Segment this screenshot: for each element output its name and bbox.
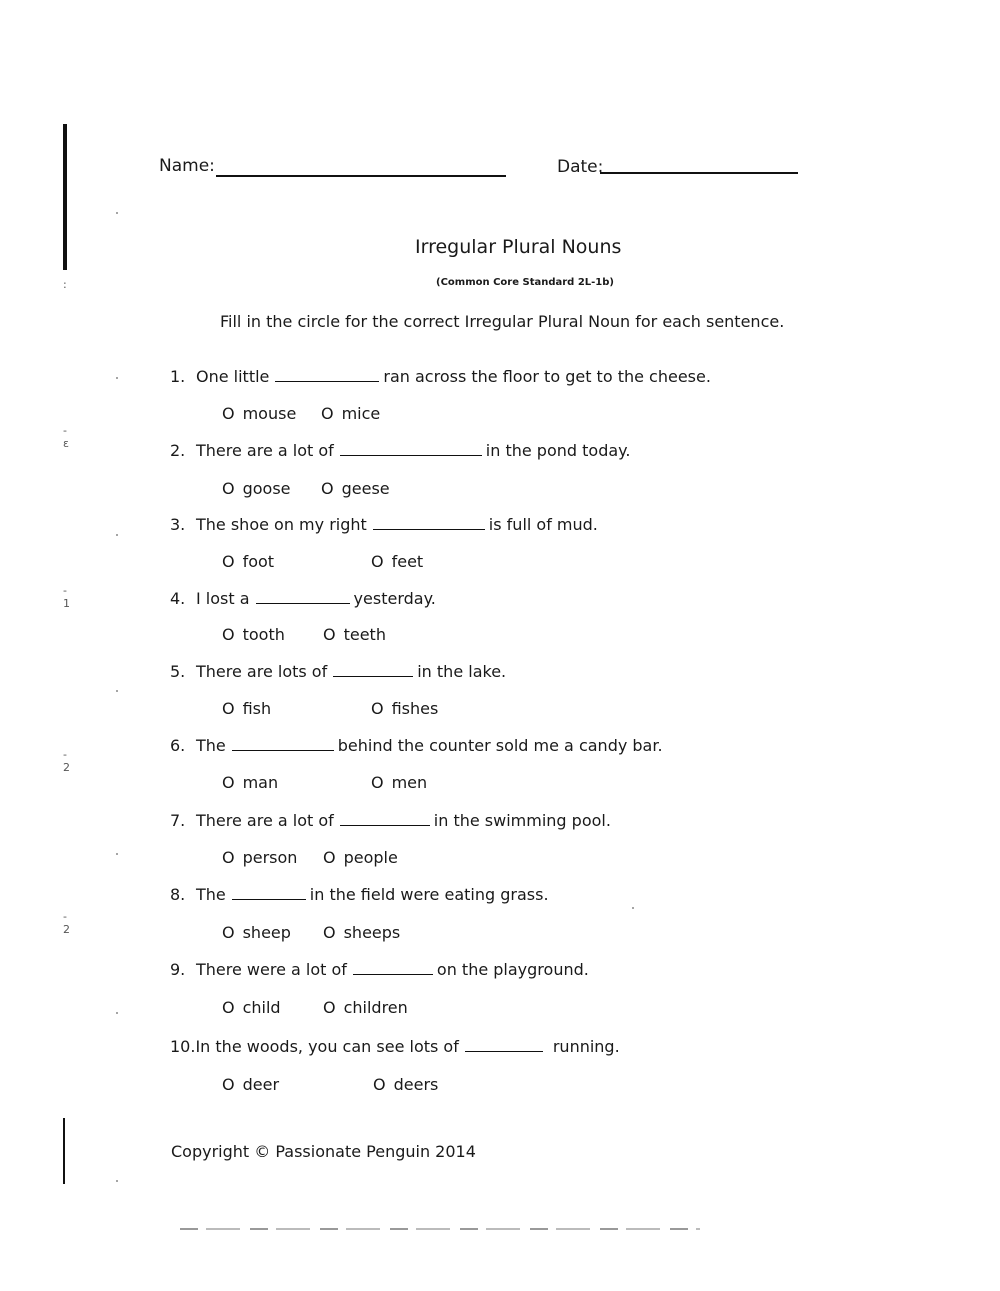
question-item bbox=[170, 736, 663, 755]
option-label: mouse bbox=[242, 404, 297, 423]
scan-mark: - 2 bbox=[63, 748, 70, 774]
instructions: Fill in the circle for the correct Irregular Plural Noun for each sentence. bbox=[220, 312, 785, 331]
circle-icon[interactable]: O bbox=[222, 1075, 235, 1094]
scan-dot bbox=[116, 1180, 118, 1182]
circle-icon[interactable]: O bbox=[371, 552, 384, 571]
worksheet-subtitle: (Common Core Standard 2L-1b) bbox=[436, 277, 614, 288]
scan-dot bbox=[116, 377, 118, 379]
circle-icon[interactable]: O bbox=[222, 479, 235, 498]
answer-option[interactable] bbox=[373, 1075, 438, 1094]
circle-icon[interactable]: O bbox=[222, 773, 235, 792]
scan-mark: - ɛ bbox=[63, 424, 69, 450]
circle-icon[interactable]: O bbox=[323, 998, 336, 1017]
option-label: children bbox=[343, 998, 408, 1017]
date-label: Date: bbox=[557, 157, 604, 177]
scan-mark: - 1 bbox=[63, 584, 70, 610]
scan-mark: : bbox=[63, 278, 67, 291]
scan-dot bbox=[116, 1012, 118, 1014]
copyright-notice: Copyright © Passionate Penguin 2014 bbox=[171, 1142, 476, 1161]
question-text-before: The bbox=[196, 885, 226, 904]
circle-icon[interactable]: O bbox=[373, 1075, 386, 1094]
question-number: 5. bbox=[170, 662, 186, 681]
question-text-before: The shoe on my right bbox=[196, 515, 367, 534]
question-item bbox=[170, 367, 711, 386]
scan-edge-bar bbox=[63, 124, 67, 270]
question-number: 7. bbox=[170, 811, 186, 830]
option-label: fishes bbox=[391, 699, 439, 718]
circle-icon[interactable]: O bbox=[222, 923, 235, 942]
question-item bbox=[170, 885, 549, 904]
scan-dot bbox=[116, 690, 118, 692]
question-text-before: There are a lot of bbox=[196, 811, 334, 830]
answer-option[interactable] bbox=[222, 625, 285, 644]
scan-edge-bar bbox=[63, 1118, 65, 1184]
question-number: 9. bbox=[170, 960, 186, 979]
option-label: fish bbox=[242, 699, 272, 718]
question-item bbox=[170, 662, 506, 681]
question-text-before: The bbox=[196, 736, 226, 755]
worksheet-title: Irregular Plural Nouns bbox=[415, 236, 622, 258]
question-text-before: In the woods, you can see lots of bbox=[195, 1037, 459, 1056]
question-number: 1. bbox=[170, 367, 186, 386]
option-label: sheep bbox=[242, 923, 291, 942]
question-text-after: in the swimming pool. bbox=[433, 811, 611, 830]
option-label: person bbox=[242, 848, 298, 867]
answer-blank bbox=[275, 380, 379, 382]
option-label: teeth bbox=[343, 625, 386, 644]
option-label: geese bbox=[341, 479, 390, 498]
answer-option[interactable] bbox=[321, 479, 390, 498]
answer-option[interactable] bbox=[222, 479, 291, 498]
name-field[interactable] bbox=[216, 175, 506, 177]
question-text-before: There are lots of bbox=[196, 662, 328, 681]
scan-dot bbox=[116, 853, 118, 855]
question-number: 6. bbox=[170, 736, 186, 755]
answer-option[interactable] bbox=[323, 998, 408, 1017]
answer-option[interactable] bbox=[323, 625, 386, 644]
circle-icon[interactable]: O bbox=[222, 625, 235, 644]
circle-icon[interactable]: O bbox=[323, 923, 336, 942]
answer-option[interactable] bbox=[371, 552, 423, 571]
answer-option[interactable] bbox=[222, 773, 278, 792]
circle-icon[interactable]: O bbox=[371, 699, 384, 718]
question-item bbox=[170, 515, 598, 534]
question-number: 10. bbox=[170, 1037, 196, 1056]
circle-icon[interactable]: O bbox=[323, 848, 336, 867]
answer-blank bbox=[353, 973, 433, 975]
question-text-before: One little bbox=[196, 367, 270, 386]
answer-blank bbox=[465, 1050, 543, 1052]
scan-dot bbox=[116, 534, 118, 536]
answer-option[interactable] bbox=[323, 848, 398, 867]
question-text-after: running. bbox=[552, 1037, 620, 1056]
question-text-after: in the lake. bbox=[417, 662, 507, 681]
answer-option[interactable] bbox=[222, 1075, 279, 1094]
answer-option[interactable] bbox=[222, 923, 291, 942]
question-item bbox=[170, 589, 436, 608]
answer-option[interactable] bbox=[371, 699, 438, 718]
answer-blank bbox=[340, 454, 482, 456]
name-label: Name: bbox=[159, 156, 215, 176]
option-label: men bbox=[391, 773, 428, 792]
circle-icon[interactable]: O bbox=[222, 848, 235, 867]
circle-icon[interactable]: O bbox=[222, 404, 235, 423]
question-text-after: on the playground. bbox=[436, 960, 589, 979]
answer-option[interactable] bbox=[371, 773, 427, 792]
answer-option[interactable] bbox=[222, 848, 297, 867]
question-text-after: ran across the floor to get to the cheese. bbox=[383, 367, 711, 386]
question-text-before: There were a lot of bbox=[196, 960, 347, 979]
question-item bbox=[170, 1037, 620, 1056]
option-label: deer bbox=[242, 1075, 280, 1094]
answer-option[interactable] bbox=[323, 923, 400, 942]
circle-icon[interactable]: O bbox=[323, 625, 336, 644]
answer-option[interactable] bbox=[321, 404, 380, 423]
question-text-after: is full of mud. bbox=[488, 515, 598, 534]
question-item bbox=[170, 811, 611, 830]
option-label: deers bbox=[393, 1075, 439, 1094]
answer-option[interactable] bbox=[222, 404, 296, 423]
question-number: 3. bbox=[170, 515, 186, 534]
option-label: sheeps bbox=[343, 923, 401, 942]
question-number: 4. bbox=[170, 589, 186, 608]
answer-blank bbox=[333, 675, 413, 677]
circle-icon[interactable]: O bbox=[371, 773, 384, 792]
question-number: 8. bbox=[170, 885, 186, 904]
question-text-before: I lost a bbox=[196, 589, 250, 608]
answer-blank bbox=[373, 528, 485, 530]
answer-blank bbox=[232, 898, 306, 900]
question-text-after: in the field were eating grass. bbox=[309, 885, 549, 904]
circle-icon[interactable]: O bbox=[321, 404, 334, 423]
question-item bbox=[170, 960, 589, 979]
scan-dot bbox=[632, 907, 634, 909]
scan-dot bbox=[116, 212, 118, 214]
answer-option[interactable] bbox=[222, 699, 271, 718]
answer-blank bbox=[340, 824, 430, 826]
date-field[interactable] bbox=[600, 172, 798, 174]
answer-option[interactable] bbox=[222, 998, 281, 1017]
circle-icon[interactable]: O bbox=[222, 998, 235, 1017]
option-label: mice bbox=[341, 404, 381, 423]
option-label: people bbox=[343, 848, 398, 867]
answer-blank bbox=[256, 602, 350, 604]
scan-mark: - 2 bbox=[63, 910, 70, 936]
question-text-after: in the pond today. bbox=[485, 441, 631, 460]
option-label: foot bbox=[242, 552, 275, 571]
question-text-before: There are a lot of bbox=[196, 441, 334, 460]
option-label: goose bbox=[242, 479, 291, 498]
answer-blank bbox=[232, 749, 334, 751]
option-label: child bbox=[242, 998, 281, 1017]
circle-icon[interactable]: O bbox=[321, 479, 334, 498]
option-label: feet bbox=[391, 552, 424, 571]
answer-option[interactable] bbox=[222, 552, 274, 571]
question-text-after: behind the counter sold me a candy bar. bbox=[337, 736, 663, 755]
question-text-after: yesterday. bbox=[353, 589, 436, 608]
option-label: man bbox=[242, 773, 279, 792]
question-item bbox=[170, 441, 630, 460]
scan-streak bbox=[180, 1228, 700, 1230]
option-label: tooth bbox=[242, 625, 285, 644]
circle-icon[interactable]: O bbox=[222, 699, 235, 718]
question-number: 2. bbox=[170, 441, 186, 460]
circle-icon[interactable]: O bbox=[222, 552, 235, 571]
